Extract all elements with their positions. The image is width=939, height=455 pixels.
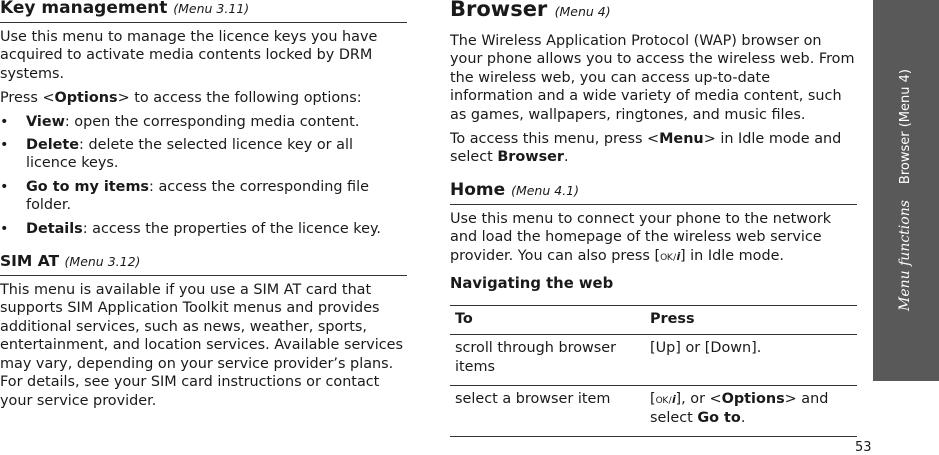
header-press: Press (645, 306, 857, 335)
home-body: Use this menu to connect your phone to the network and load the homepage of the wireless web service provider. You can also press [OK/i] in Idle mode. (450, 210, 832, 264)
table-row (450, 335, 857, 386)
table-cell: [Up] or [Down]. (645, 335, 857, 386)
sim-at-body: This menu is available if you use a SIM AT card that supports SIM Application Toolkit menus and provides additional services, such as news, weather, sports, entertainment, and location services. Available services may vary, depending on your service provider’s plans. For details, see your SIM card instructions or contact your service provider. (0, 282, 404, 409)
browser-intro: The Wireless Application Protocol (WAP) browser on your phone allows you to access the wireless web. From the wireless web, you can access up-to-date information and a wide variety of media content, such as games, wallpapers, ringtones, and music files. (450, 33, 855, 123)
key-management-intro: Use this menu to manage the licence keys you have acquired to activate media contents locked by DRM systems. (0, 29, 378, 82)
header-to: To (450, 306, 645, 335)
table-cell: select a browser item (450, 386, 645, 437)
option-view: • View: open the corresponding media content. (0, 113, 407, 131)
page-number: 53 (855, 440, 872, 455)
key-management-heading: Key management (Menu 3.11) (0, 0, 407, 23)
ok-web-key-icon: OK/i (660, 249, 680, 263)
table-cell: scroll through browser items (450, 335, 645, 386)
navigation-table (450, 305, 857, 437)
option-details: • Details: access the properties of the licence key. (0, 220, 407, 238)
sim-at-heading: SIM AT (Menu 3.12) (0, 251, 407, 276)
home-heading: Home (Menu 4.1) (450, 180, 857, 205)
browser-heading: Browser (Menu 4) (450, 0, 611, 21)
key-options-list (0, 113, 407, 238)
right-column (450, 0, 857, 437)
table-cell: [OK/i], or <Options> and select Go to. (645, 386, 857, 437)
table-header-row (450, 306, 857, 335)
option-delete: • Delete: delete the selected licence key or all licence keys. (0, 136, 407, 173)
table-row (450, 386, 857, 437)
navigating-heading: Navigating the web (450, 275, 614, 293)
ok-web-key-icon: OK/i (655, 393, 676, 407)
key-management-press: Press <Options> to access the following options: (0, 90, 362, 107)
left-column (0, 0, 407, 410)
side-tab-label: Menu functionsBrowser (Menu 4) (897, 69, 913, 311)
option-go-to-my-items: • Go to my items: access the corresponding file folder. (0, 178, 407, 215)
browser-access: To access this menu, press <Menu> in Idle mode and select Browser. (450, 131, 842, 166)
